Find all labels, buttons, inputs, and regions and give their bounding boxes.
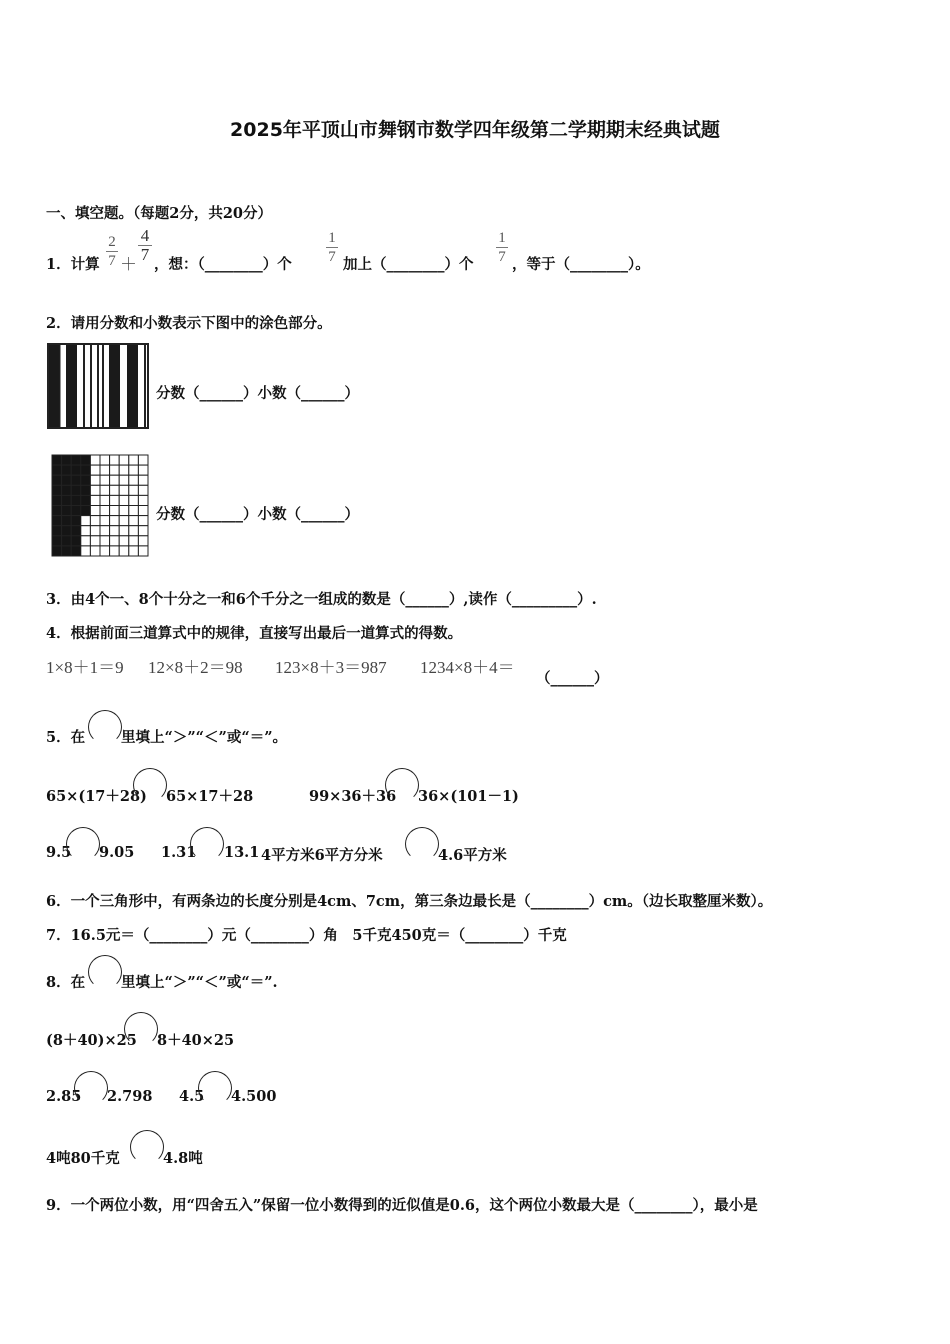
grid-cell: [129, 506, 139, 516]
q5-item: 9.5: [46, 844, 72, 861]
compare-circle[interactable]: [130, 1130, 164, 1164]
compare-circle[interactable]: [133, 768, 167, 802]
grid-cell: [90, 546, 100, 556]
grid-cell: [71, 516, 81, 526]
fraction-4-7: 4 7: [138, 228, 152, 263]
grid-cell: [52, 536, 62, 546]
grid-cell: [71, 546, 81, 556]
grid-cell: [90, 506, 100, 516]
hundred-grid-figure: [51, 454, 151, 557]
grid-cell: [129, 516, 139, 526]
grid-cell: [81, 465, 91, 475]
grid-cell: [90, 495, 100, 505]
grid-cell: [110, 526, 120, 536]
grid-cell: [90, 536, 100, 546]
grid-cell: [138, 506, 148, 516]
grid-cell: [110, 465, 120, 475]
q8-item: 8＋40×25: [157, 1032, 235, 1049]
grid-cell: [138, 516, 148, 526]
grid-cell: [52, 495, 62, 505]
grid-cell: [90, 475, 100, 485]
q1-label: 1．计算: [46, 256, 100, 273]
grid-cell: [52, 516, 62, 526]
grid-cell: [129, 485, 139, 495]
grid-cell: [71, 506, 81, 516]
grid-cell: [71, 536, 81, 546]
q8-item: 4.5: [179, 1088, 205, 1105]
grid-cell: [138, 475, 148, 485]
grid-cell: [52, 546, 62, 556]
striped-bar-figure: [47, 343, 151, 431]
grid-cell: [90, 455, 100, 465]
grid-cell: [62, 475, 72, 485]
grid-cell: [119, 475, 129, 485]
grid-cell: [138, 495, 148, 505]
grid-cell: [100, 475, 110, 485]
grid-cell: [129, 475, 139, 485]
grid-cell: [71, 465, 81, 475]
grid-cell: [138, 536, 148, 546]
grid-cell: [119, 465, 129, 475]
q2-answer-row-2: 分数（______）小数（______）: [156, 506, 359, 523]
grid-cell: [71, 455, 81, 465]
grid-cell: [129, 495, 139, 505]
grid-cell: [138, 546, 148, 556]
q8-instruction: 里填上“＞”“＜”或“＝”.: [121, 974, 278, 991]
q4-blank: （______）: [536, 670, 609, 687]
grid-cell: [81, 516, 91, 526]
grid-cell: [81, 485, 91, 495]
q2-text: 2．请用分数和小数表示下图中的涂色部分。: [46, 315, 332, 332]
q8-item: 4.500: [231, 1088, 277, 1105]
q5-item: 36×(101－1): [418, 788, 519, 805]
grid-cell: [119, 485, 129, 495]
grid-cell: [62, 506, 72, 516]
q3-text: 3．由4个一、8个十分之一和6个千分之一组成的数是（______）,读作（_________）.: [46, 591, 597, 608]
grid-cell: [138, 465, 148, 475]
grid-cell: [129, 536, 139, 546]
grid-cell: [129, 526, 139, 536]
grid-cell: [129, 465, 139, 475]
q5-item: 65×17＋28: [166, 788, 254, 805]
compare-circle[interactable]: [198, 1071, 232, 1105]
compare-circle[interactable]: [405, 827, 439, 861]
grid-cell: [81, 526, 91, 536]
fraction-2-7: 2 7: [106, 234, 118, 269]
grid-cell: [119, 546, 129, 556]
q4-equation-3: 123×8＋3＝987: [275, 658, 387, 677]
compare-circle[interactable]: [124, 1012, 158, 1046]
q4-text: 4．根据前面三道算式中的规律，直接写出最后一道算式的得数。: [46, 625, 463, 642]
grid-cell: [110, 485, 120, 495]
grid-cell: [100, 465, 110, 475]
grid-cell: [52, 526, 62, 536]
grid-cell: [100, 546, 110, 556]
grid-cell: [119, 506, 129, 516]
q8-label: 8．在: [46, 974, 86, 991]
q5-instruction: 里填上“＞”“＜”或“＝”。: [121, 729, 288, 746]
q1-text-c: 加上（________）个: [343, 256, 474, 273]
q1-text-d: ，等于（________）。: [512, 256, 650, 273]
grid-cell: [52, 455, 62, 465]
grid-cell: [62, 495, 72, 505]
grid-cell: [100, 455, 110, 465]
grid-cell: [81, 495, 91, 505]
q5-item: 65×(17＋28): [46, 788, 147, 805]
compare-circle[interactable]: [74, 1071, 108, 1105]
grid-cell: [52, 465, 62, 475]
grid-cell: [119, 495, 129, 505]
grid-cell: [62, 516, 72, 526]
compare-circle[interactable]: [66, 827, 100, 861]
grid-cell: [81, 455, 91, 465]
q6-text: 6．一个三角形中，有两条边的长度分别是4cm、7cm，第三条边最长是（________）cm。（边长取整厘米数）。: [46, 893, 773, 910]
grid-cell: [119, 455, 129, 465]
grid-cell: [81, 475, 91, 485]
grid-cell: [62, 455, 72, 465]
grid-cell: [90, 516, 100, 526]
grid-cell: [71, 526, 81, 536]
q4-equation-2: 12×8＋2＝98: [148, 658, 243, 677]
grid-cell: [100, 506, 110, 516]
q5-item: 13.1: [224, 844, 260, 861]
grid-cell: [52, 485, 62, 495]
grid-cell: [100, 495, 110, 505]
grid-cell: [81, 536, 91, 546]
grid-cell: [110, 536, 120, 546]
grid-cell: [62, 485, 72, 495]
section-heading: 一、填空题。（每题2分，共20分）: [46, 205, 273, 222]
grid-cell: [90, 465, 100, 475]
grid-cell: [100, 485, 110, 495]
q8-item: 2.798: [107, 1088, 153, 1105]
q8-item: (8＋40)×25: [46, 1032, 137, 1049]
q4-equation-4: 1234×8＋4＝: [420, 658, 515, 677]
grid-cell: [110, 516, 120, 526]
grid-cell: [100, 536, 110, 546]
q5-label: 5．在: [46, 729, 86, 746]
grid-cell: [119, 526, 129, 536]
grid-cell: [138, 485, 148, 495]
grid-cell: [129, 546, 139, 556]
q5-item: 4.6平方米: [438, 847, 507, 864]
grid-cell: [138, 526, 148, 536]
q5-item: 99×36＋36: [309, 788, 397, 805]
q2-answer-row-1: 分数（______）小数（______）: [156, 385, 359, 402]
grid-cell: [110, 546, 120, 556]
q8-item: 4.8吨: [163, 1150, 203, 1167]
compare-circle[interactable]: [88, 955, 122, 989]
fraction-1-7-b: 1 7: [496, 230, 508, 265]
grid-cell: [119, 516, 129, 526]
page-title: 2025年平顶山市舞钢市数学四年级第二学期期末经典试题: [230, 119, 720, 141]
grid-cell: [62, 526, 72, 536]
q8-item: 2.85: [46, 1088, 82, 1105]
q8-item: 4吨80千克: [46, 1150, 120, 1167]
grid-cell: [110, 506, 120, 516]
q1-text-b: ，想：（________）个: [154, 256, 292, 273]
grid-cell: [90, 485, 100, 495]
q4-equation-1: 1×8＋1＝9: [46, 658, 124, 677]
grid-cell: [90, 526, 100, 536]
grid-cell: [119, 536, 129, 546]
q5-item: 1.31: [161, 844, 197, 861]
grid-cell: [81, 506, 91, 516]
compare-circle[interactable]: [88, 710, 122, 744]
grid-cell: [129, 455, 139, 465]
grid-cell: [52, 475, 62, 485]
grid-cell: [110, 455, 120, 465]
grid-cell: [71, 495, 81, 505]
grid-cell: [62, 546, 72, 556]
q9-text: 9．一个两位小数，用“四舍五入”保留一位小数得到的近似值是0.6，这个两位小数最大是（________），最小是: [46, 1197, 758, 1214]
q7-text: 7．16.5元＝（________）元（________）角 5千克450克＝（________）千克: [46, 927, 567, 944]
grid-cell: [62, 536, 72, 546]
grid-cell: [71, 485, 81, 495]
grid-cell: [71, 475, 81, 485]
grid-cell: [81, 546, 91, 556]
compare-circle[interactable]: [190, 827, 224, 861]
grid-cell: [110, 495, 120, 505]
fraction-1-7-a: 1 7: [326, 230, 338, 265]
compare-circle[interactable]: [385, 768, 419, 802]
plus-sign: ＋: [120, 255, 137, 274]
q5-item: 4平方米6平方分米: [261, 847, 383, 864]
grid-cell: [100, 516, 110, 526]
grid-cell: [138, 455, 148, 465]
q5-item: 9.05: [99, 844, 135, 861]
grid-cell: [62, 465, 72, 475]
grid-cell: [110, 475, 120, 485]
grid-cell: [100, 526, 110, 536]
grid-cell: [52, 506, 62, 516]
